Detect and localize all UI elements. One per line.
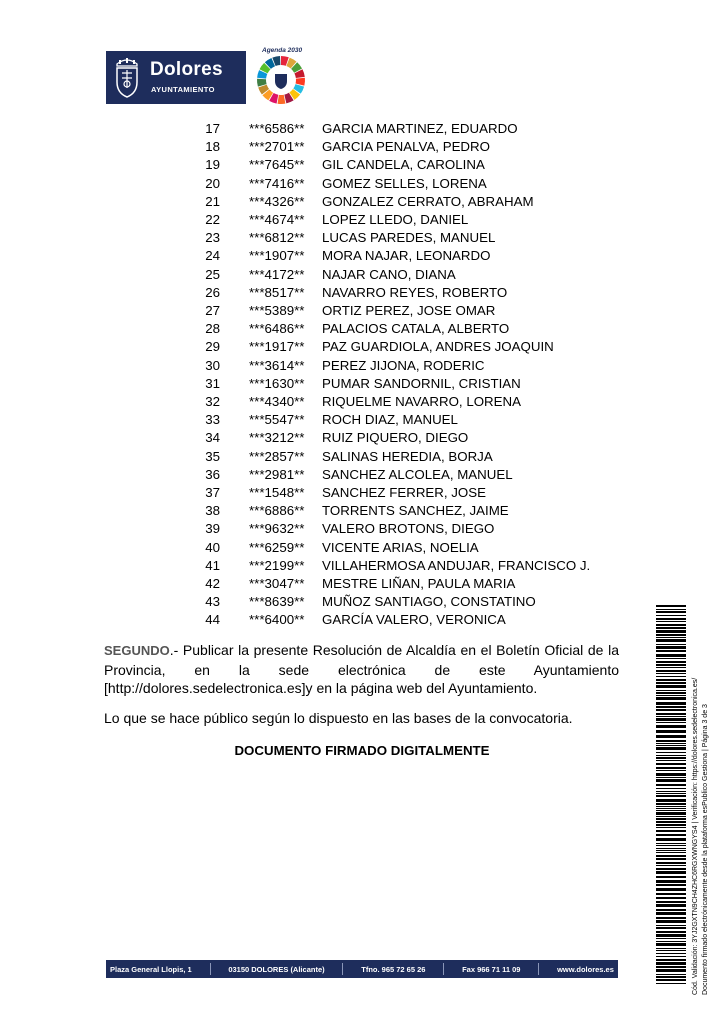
list-item-number: 19 [205,157,220,173]
list-item [0,375,724,393]
list-item [0,284,724,302]
list-item-dni: ***3614** [249,357,305,373]
list-item [0,502,724,520]
list-item-dni: ***8517** [249,284,305,300]
list-item-dni: ***4326** [249,193,305,209]
list-item-dni: ***4172** [249,266,305,282]
list-item [0,357,724,375]
list-item-name: GONZALEZ CERRATO, ABRAHAM [322,193,534,209]
list-item-name: VILLAHERMOSA ANDUJAR, FRANCISCO J. [322,557,591,573]
list-item-number: 43 [205,594,220,610]
list-item-dni: ***4674** [249,212,305,227]
list-item-dni: ***6486** [249,321,305,337]
footer-phone: Tfno. 965 72 65 26 [361,964,426,974]
list-item-number: 35 [205,448,220,464]
list-item [0,429,724,447]
list-item-name: NAJAR CANO, DIANA [322,266,456,282]
list-item-number: 24 [205,248,220,264]
verification-text [691,678,710,995]
list-item-dni: ***6259** [249,539,305,555]
list-item-number: 36 [205,466,220,482]
list-item-dni: ***2857** [249,448,305,464]
coat-of-arms-icon [114,56,140,99]
list-item-number: 34 [205,430,220,446]
list-item-dni: ***9632** [249,521,305,537]
barcode-icon [656,605,686,987]
list-item [0,557,724,575]
footer-web[interactable]: www.dolores.es [557,964,614,974]
list-item-number: 25 [205,266,220,282]
verification-line-2: Documento firmado electrónicamente desde la plataforma esPublico Gestiona | Página 3 de 3 [701,704,709,995]
list-item-name: GARCÍA VALERO, VERONICA [322,612,506,628]
footer-divider [210,963,211,975]
list-item [0,302,724,320]
list-item-dni: ***6812** [249,230,305,246]
footer-fax: Fax 966 71 11 09 [462,964,521,974]
list-item-number: 38 [205,503,220,519]
footer-divider [342,963,343,975]
list-item-name: TORRENTS SANCHEZ, JAIME [322,503,509,519]
list-item-number: 33 [205,412,220,428]
list-item-name: GIL CANDELA, CAROLINA [322,157,485,173]
list-item-name: LOPEZ LLEDO, DANIEL [322,212,469,227]
footer-postal: 03150 DOLORES (Alicante) [228,964,325,974]
list-item [0,520,724,538]
list-item-dni: ***6586** [249,121,305,136]
list-item-number: 30 [205,357,220,373]
list-item-number: 18 [205,139,220,155]
list-item-number: 27 [205,303,220,318]
segundo-text: .- Publicar la presente Resolución de Alcaldía en el Boletín Oficial de la Provincia, en la sede electrónica de este Ayuntamiento [http://dolores.sedelectronica.es]y en la página web del Ayuntamiento. [104,642,619,696]
list-item [0,593,724,611]
list-item-name: LUCAS PAREDES, MANUEL [322,230,496,246]
list-item-dni: ***2199** [249,557,305,573]
list-item-dni: ***6886** [249,503,305,519]
list-item [0,211,724,229]
list-item [0,466,724,484]
list-item-number: 29 [205,339,220,355]
agenda-label: Agenda 2030 [262,47,303,54]
list-item [0,338,724,356]
list-item [0,156,724,174]
list-item-name: SANCHEZ FERRER, JOSE [322,485,487,500]
footer-address: Plaza General Llopis, 1 [110,964,192,974]
list-item-dni: ***7645** [249,157,305,173]
list-item-name: GARCIA PENALVA, PEDRO [322,139,490,155]
list-item-name: ORTIZ PEREZ, JOSE OMAR [322,303,496,318]
list-item [0,575,724,593]
list-item-name: VALERO BROTONS, DIEGO [322,521,495,537]
list-item-dni: ***1630** [249,375,305,391]
list-item-number: 44 [205,612,220,628]
list-item-number: 32 [205,394,220,409]
list-item-name: PEREZ JIJONA, RODERIC [322,357,485,373]
list-item-number: 17 [205,121,220,136]
list-item [0,247,724,265]
verification-line-1: Cód. Validación: 3YJ2GXTN9CH4ZHC6RGXWNGYS4 | Verificación: https://dolores.sedelectronica.es/ [692,677,699,995]
list-item-name: ROCH DIAZ, MANUEL [322,412,458,428]
list-item [0,229,724,247]
list-item [0,175,724,193]
list-item [0,266,724,284]
closing-paragraph: Lo que se hace público según lo dispuesto en las bases de la convocatoria. [104,710,573,726]
list-item-dni: ***5547** [249,412,305,428]
list-item-number: 37 [205,485,220,500]
list-item-name: SALINAS HEREDIA, BORJA [322,448,493,464]
list-item-number: 41 [205,557,220,573]
segundo-paragraph [104,641,619,698]
list-item-name: PAZ GUARDIOLA, ANDRES JOAQUIN [322,339,554,355]
signed-notice: DOCUMENTO FIRMADO DIGITALMENTE [234,743,490,758]
footer-divider [443,963,444,975]
list-item [0,611,724,629]
list-item-number: 40 [205,539,220,555]
list-item-name: RIQUELME NAVARRO, LORENA [322,394,521,409]
list-item-name: MUÑOZ SANTIAGO, CONSTATINO [322,594,536,610]
list-item-name: RUIZ PIQUERO, DIEGO [322,430,469,446]
list-item-dni: ***1548** [249,485,305,500]
footer-divider [538,963,539,975]
list-item-dni: ***8639** [249,594,305,610]
list-item-name: MESTRE LIÑAN, PAULA MARIA [322,576,516,591]
list-item-number: 28 [205,321,220,337]
list-item-name: NAVARRO REYES, ROBERTO [322,284,508,300]
list-item-dni: ***2981** [249,466,305,482]
list-item-number: 22 [205,212,220,227]
list-item-number: 20 [205,175,220,191]
list-item-number: 26 [205,284,220,300]
list-item-number: 23 [205,230,220,246]
list-item-name: PALACIOS CATALA, ALBERTO [322,321,510,337]
list-item-dni: ***3212** [249,430,305,446]
list-item-name: GOMEZ SELLES, LORENA [322,175,487,191]
list-item [0,393,724,411]
list-item-name: VICENTE ARIAS, NOELIA [322,539,479,555]
segundo-label: SEGUNDO [104,643,170,658]
list-item [0,484,724,502]
sdg-wheel-icon [250,53,312,105]
list-item-dni: ***3047** [249,576,305,591]
list-item-number: 39 [205,521,220,537]
list-item-dni: ***2701** [249,139,305,155]
list-item-number: 42 [205,576,220,591]
list-item-dni: ***6400** [249,612,305,628]
logo-subtitle: AYUNTAMIENTO [151,85,215,94]
logo-name: Dolores [150,59,223,80]
list-item [0,120,724,138]
list-item [0,539,724,557]
list-item-name: PUMAR SANDORNIL, CRISTIAN [322,375,521,391]
list-item [0,193,724,211]
list-item-number: 31 [205,375,220,391]
list-item [0,138,724,156]
footer-bar [106,960,618,978]
list-item-number: 21 [205,193,220,209]
list-item-dni: ***7416** [249,175,305,191]
list-item-name: SANCHEZ ALCOLEA, MANUEL [322,466,513,482]
list-item-dni: ***4340** [249,394,305,409]
list-item [0,411,724,429]
list-item [0,320,724,338]
list-item-dni: ***5389** [249,303,305,318]
list-item-dni: ***1907** [249,248,305,264]
agenda-2030-logo [250,47,312,107]
list-item-name: MORA NAJAR, LEONARDO [322,248,491,264]
list-item [0,448,724,466]
list-item-dni: ***1917** [249,339,305,355]
dolores-logo [106,51,246,104]
list-item-name: GARCIA MARTINEZ, EDUARDO [322,121,518,136]
